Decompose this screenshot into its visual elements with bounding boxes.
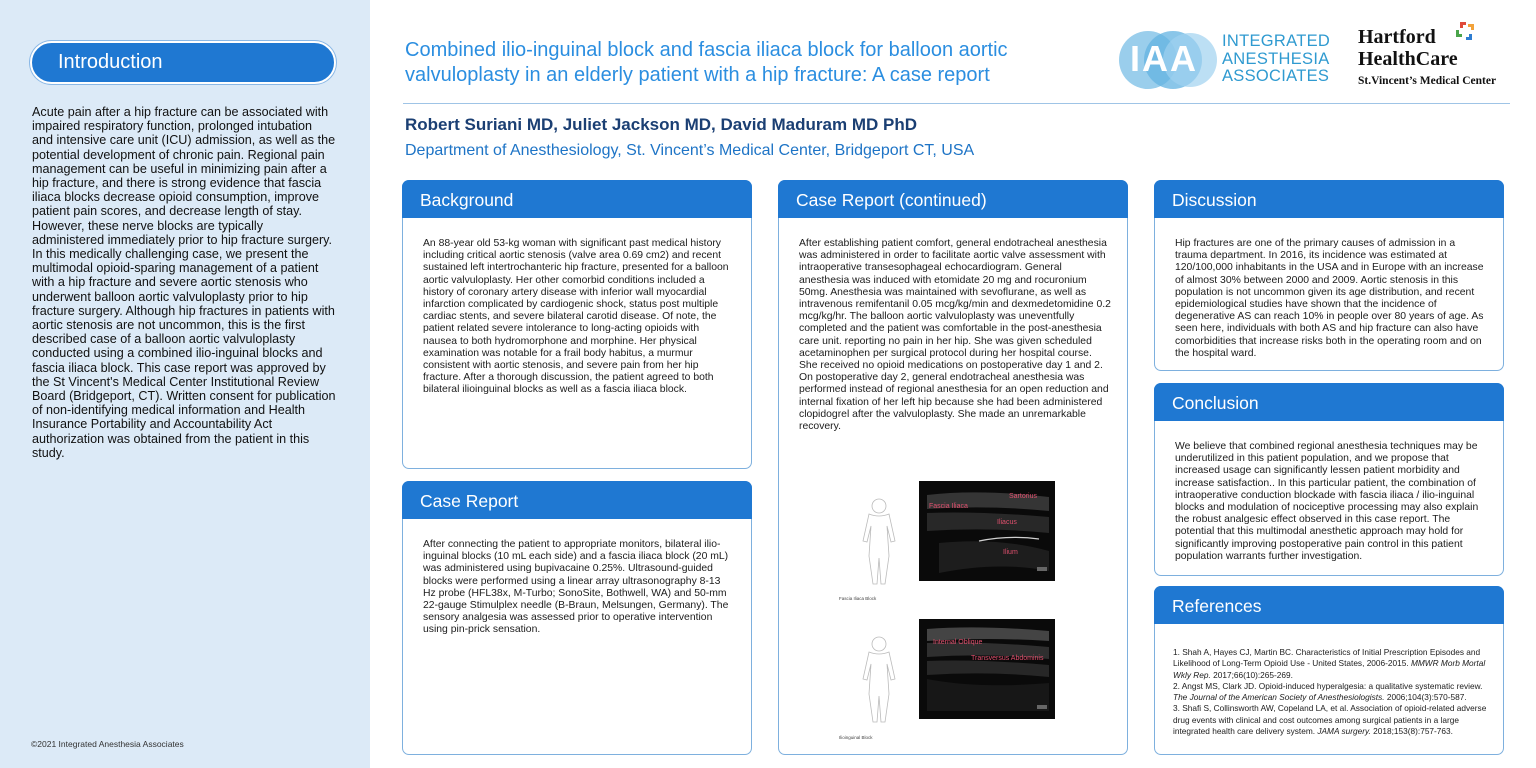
case-report-heading: Case Report [402,481,752,519]
body-outline-icon [839,496,919,586]
fascia-iliaca-figure [839,481,1059,601]
references-panel [1154,586,1504,755]
discussion-text: Hip fractures are one of the primary causes of admission in a trauma department. In 2016, its incidence was estimated at 120/100,000 inhabitants in the USA and in Europe with an increase of almost 30% between 2000 and 2009. Aortic stenosis in this population is not uncommon given its age distribution, and recent epidemiological studies have shown that the incidence of degenerative AS can reach 10% in people over 80 years of age. As seen here, individuals with both AS and hip fracture can also have comorbidities that increase risks both in the operating room and on the hospital ward. [1175,238,1484,359]
introduction-heading: Introduction [30,41,336,84]
ilioinguinal-ultrasound [919,619,1055,719]
poster-authors: Robert Suriani MD, Juliet Jackson MD, David Maduram MD PhD [405,115,917,134]
internal-oblique-label: Internal Oblique [933,639,983,646]
conclusion-heading: Conclusion [1154,383,1504,421]
iaa-logo-letters: IAA [1130,38,1198,79]
body-outline-icon [839,634,919,724]
ilium-label: Ilium [1003,549,1018,556]
iaa-logo [1118,30,1333,90]
poster-title: Combined ilio-inguinal block and fascia iliaca block for balloon aortic valvuloplasty in an elderly patient with a hip fracture: A case report [405,39,1008,86]
ilioinguinal-figure [839,619,1059,749]
background-panel [402,180,752,469]
case-report-panel [402,481,752,755]
background-text: An 88-year old 53-kg woman with significant past medical history including critical aortic stenosis (valve area 0.69 cm2) and recent sustained left intertrochanteric hip fracture, presented for a balloon aortic valvuloplasty. Her other comorbid conditions included a history of coronary artery disease with inferior wall myocardial infarction complicated by cardiogenic shock, status post multiple cardiac stents, and severe bilateral carotid disease. Of note, the patient related severe intolerance to long-acting opioids with nausea to both hydromorphone and morphine. Her physical examination was notable for a frail body habitus, a murmur consistent with aortic stenosis, and severe pain from her hip fracture. After a thorough discussion, the patient agreed to both bilateral ilioinguinal blocks as well as a fascia iliaca block. [423,238,729,396]
background-heading: Background [402,180,752,218]
conclusion-text: We believe that combined regional anesthesia techniques may be underutilized in this patient population, and we propose that increased usage can significantly lessen patient morbidity and increase satisfaction.. In this particular patient, the combination of intraoperative conduction blockade with fascia iliaca / ilio-inguinal blocks and modulation of nociceptive processing may also explain the robust analgesic effect observed in this case report. The potential that this multimodal anesthetic approach may hold for significantly improving postoperative pain control in this patient population warrants further investigation. [1175,441,1479,562]
discussion-panel [1154,180,1504,371]
discussion-heading: Discussion [1154,180,1504,218]
iliacus-label: Iliacus [997,519,1017,526]
hhc-mark-icon [1452,20,1478,46]
references-heading: References [1154,586,1504,624]
case-report-continued-text: After establishing patient comfort, general endotracheal anesthesia was administered in order to facilitate aortic valve assessment with intraoperative transesophageal echocardiogram. General anesthesia was induced with etomidate 20 mg and rocuronium 50mg. Anesthesia was maintained with sevoflurane, as well as intravenous remifentanil 0.05 mcg/kg/min and dexmedetomidine 0.2 mcg/kg/hr. The balloon aortic valvuloplasty was uneventfully completed and the patient was comfortable in the post-anesthesia care unit. reporting no pain in her hip. She was given scheduled acetaminophen per surgical protocol during her hospital course. She received no opioid medications on postoperative day 1 and 2. On postoperative day 2, general endotracheal anesthesia was performed instead of regional anesthesia for an open reduction and internal fixation of her left hip because she had been administered clopidogrel after the valvuloplasty. She made an unremarkable recovery. [799,238,1111,433]
introduction-text: Acute pain after a hip fracture can be associated with impaired respiratory function, prolonged intubation and intensive care unit (ICU) admission, as well as the potential development of chronic pain. Regional pain management can be useful in minimizing pain after a hip fracture, and there is strong evidence that fascia iliaca blocks decrease opioid consumption, improve patient pain scores, and decrease length of stay. However, these nerve blocks are typically administered immediately prior to hip fracture surgery. In this medically challenging case, we present the multimodal opioid-sparing management of a patient with a hip fracture and severe aortic stenosis who underwent balloon aortic valvuloplasty prior to hip fracture surgery. Although hip fractures in patients with aortic stenosis are not uncommon, this is the first described case of a balloon aortic valvuloplasty conducted using a combined ilio-inguinal blocks and fascia iliaca block. This case report was approved by the St Vincent's Medical Center Institutional Review Board (Bridgeport, CT). Written consent for publication of non-identifying medical information and Health Insurance Portability and Accountability Act authorization was obtained from the patient in this study. [32,105,336,460]
case-report-continued-heading: Case Report (continued) [778,180,1128,218]
hhc-line-st-vincents: St.Vincent’s Medical Center [1358,75,1497,87]
sartorius-label: Sartorius [1009,493,1038,500]
reference-item: 2. Angst MS, Clark JD. Opioid-induced hyperalgesia: a qualitative systematic review. The Journal of the American Society of Anesthesiologists. 2006;104(3):570-587. [1173,680,1483,703]
conclusion-panel [1154,383,1504,576]
case-report-text: After connecting the patient to appropriate monitors, bilateral ilio-inguinal blocks (10 mL each side) and a fascia iliaca block (20 mL) was administered using bupivacaine 0.25%. Ultrasound-guided blocks were performed using a linear array ultrasonography 8-13 Hz probe (HFL38x, M-Turbo; SonoSite, Bothwell, WA) and 50-mm 22-gauge Stimulplex needle (B-Braun, Melsungen, Germany). The sensory analgesia was assessed prior to operative intervention using pin-prick sensation. [423,539,729,636]
fascia-iliaca-caption: Fascia Iliaca Block [839,596,877,601]
hartford-healthcare-logo [1358,20,1518,95]
copyright-notice: ©2021 Integrated Anesthesia Associates [31,739,184,749]
poster-affiliation: Department of Anesthesiology, St. Vincent’s Medical Center, Bridgeport CT, USA [405,142,975,159]
hhc-line-hartford: Hartford [1358,26,1436,48]
case-report-continued-panel [778,180,1128,755]
fascia-iliaca-label: Fascia Iliaca [929,503,968,510]
ilioinguinal-caption: Ilioinguinal Block [839,735,873,740]
introduction-sidebar [0,0,370,768]
transversus-abdominis-label: Transversus Abdominis [971,655,1044,662]
reference-item: 1. Shah A, Hayes CJ, Martin BC. Characteristics of Initial Prescription Episodes and Likelihood of Long-Term Opioid Use - United States, 2006-2015. MMWR Morb Mortal Wkly Rep. 2017;66(10):265-269. [1173,647,1486,680]
fascia-iliaca-ultrasound [919,481,1055,581]
references-list [1173,647,1489,737]
iaa-logo-words: INTEGRATED ANESTHESIA ASSOCIATES [1222,32,1331,85]
reference-item: 3. Shafi S, Collinsworth AW, Copeland LA, et al. Association of opioid-related adverse drug events with clinical and cost outcomes among surgical patients in a large integrated health care delivery system. JAMA surgery. 2018;153(8):757-763. [1173,703,1487,737]
header-divider [403,103,1510,104]
hhc-line-healthcare: HealthCare [1358,48,1458,70]
